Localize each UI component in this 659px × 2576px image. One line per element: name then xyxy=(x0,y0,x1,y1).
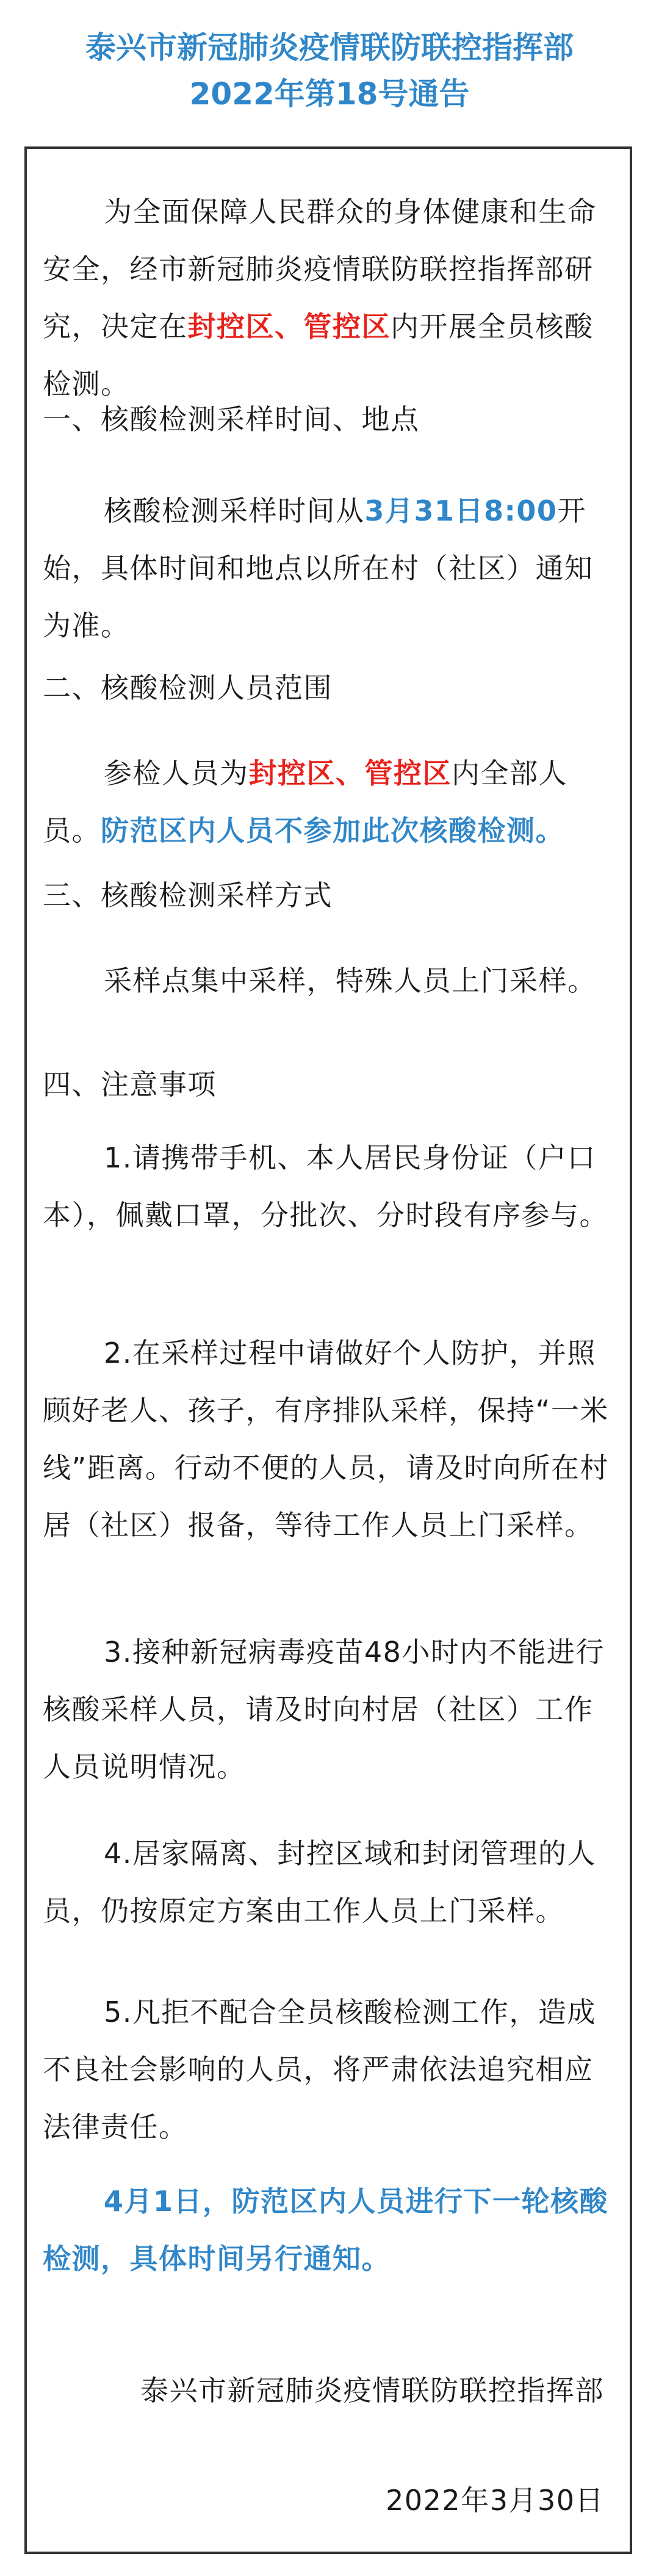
next-round-notice: 4月1日，防范区内人员进行下一轮核酸检测，具体时间另行通知。 xyxy=(43,2185,609,2275)
precaution-item-5: 5.凡拒不配合全员核酸检测工作，造成不良社会影响的人员，将严肃依法追究相应法律责任。 xyxy=(43,1996,596,2143)
intro-paragraph xyxy=(43,183,616,413)
title-line-1: 泰兴市新冠肺炎疫情联防联控指挥部 xyxy=(85,30,574,65)
section-3-heading: 三、核酸检测采样方式 xyxy=(43,879,333,912)
precaution-item-3: 3.接种新冠病毒疫苗48小时内不能进行核酸采样人员，请及时向村居（社区）工作人员说明情况。 xyxy=(43,1636,605,1783)
intro-highlight-zones: 封控区、管控区 xyxy=(187,310,391,343)
section-2-highlight-zones: 封控区、管控区 xyxy=(248,757,452,790)
signature-org: 泰兴市新冠肺炎疫情联防联控指挥部 xyxy=(140,2374,604,2407)
title-line-2: 2022年第18号通告 xyxy=(189,76,470,112)
section-4-heading: 四、注意事项 xyxy=(43,1068,217,1101)
section-2-text-mid: 内全部人员。 xyxy=(43,757,567,847)
section-3-paragraph: 采样点集中采样，特殊人员上门采样。 xyxy=(104,964,597,997)
section-1-heading: 一、核酸检测采样时间、地点 xyxy=(43,403,420,436)
section-2-paragraph xyxy=(43,745,616,859)
intro-text-pre: 为全面保障人民群众的身体健康和生命安全，经市新冠肺炎疫情联防联控指挥部研究，决定在 xyxy=(43,195,597,343)
section-1-highlight-time: 3月31日8:00 xyxy=(364,494,558,527)
section-1-text-pre: 核酸检测采样时间从 xyxy=(104,494,365,527)
section-1-text-post: 开始，具体时间和地点以所在村（社区）通知为准。 xyxy=(43,494,594,642)
intro-text-post: 内开展全员核酸检测。 xyxy=(43,310,594,400)
precaution-item-2: 2.在采样过程中请做好个人防护，并照顾好老人、孩子，有序排队采样，保持“一米线”距离。行动不便的人员，请及时向所在村居（社区）报备，等待工作人员上门采样。 xyxy=(43,1337,609,1542)
section-1-paragraph xyxy=(43,482,616,654)
section-2-heading: 二、核酸检测人员范围 xyxy=(43,671,333,704)
signature-date: 2022年3月30日 xyxy=(386,2484,604,2517)
precaution-item-1: 1.请携带手机、本人居民身份证（户口本），佩戴口罩，分批次、分时段有序参与。 xyxy=(43,1141,608,1232)
section-2-text-pre: 参检人员为 xyxy=(104,757,249,790)
precaution-item-4: 4.居家隔离、封控区域和封闭管理的人员，仍按原定方案由工作人员上门采样。 xyxy=(43,1837,596,1927)
section-2-highlight-exclusion: 防范区内人员不参加此次核酸检测。 xyxy=(101,814,564,847)
notice-title xyxy=(0,24,659,117)
